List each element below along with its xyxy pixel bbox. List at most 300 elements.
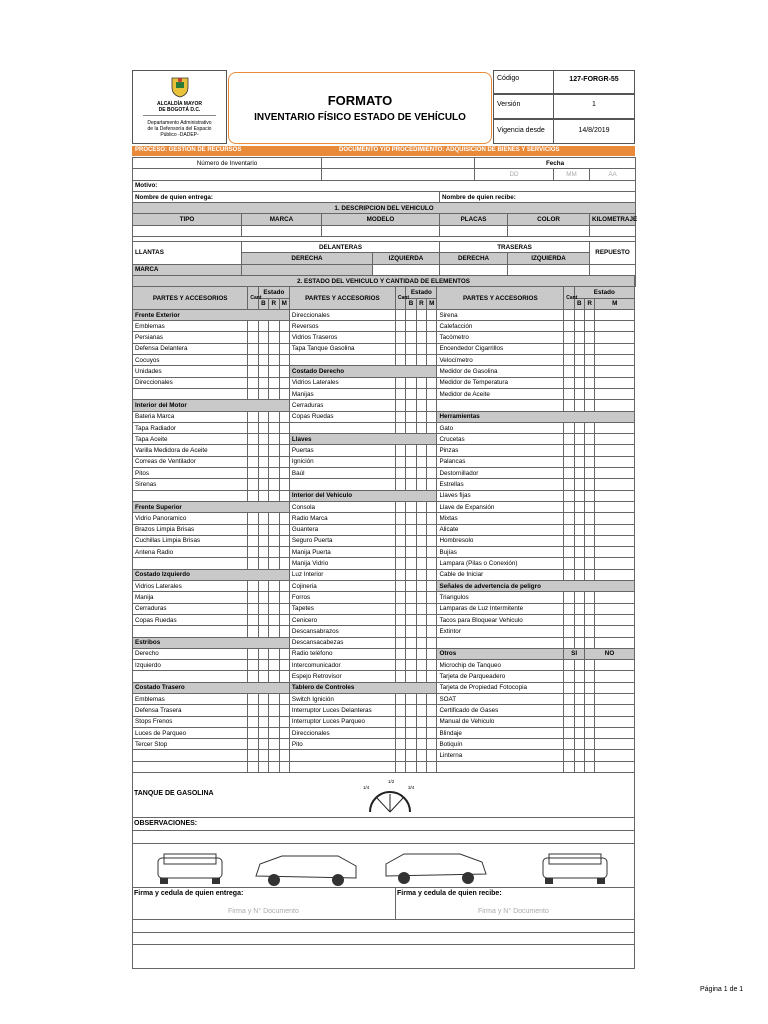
b-cell[interactable] bbox=[574, 547, 584, 558]
r-cell[interactable] bbox=[416, 739, 426, 750]
m-cell[interactable] bbox=[279, 716, 289, 727]
placas-value[interactable] bbox=[440, 225, 508, 236]
r-cell[interactable] bbox=[585, 355, 595, 366]
b-cell[interactable] bbox=[574, 309, 584, 320]
cant-cell[interactable] bbox=[395, 671, 405, 682]
r-cell[interactable] bbox=[585, 332, 595, 343]
r-cell[interactable] bbox=[585, 535, 595, 546]
r-cell[interactable] bbox=[585, 388, 595, 399]
cant-cell[interactable] bbox=[564, 332, 574, 343]
b-cell[interactable] bbox=[574, 468, 584, 479]
r-cell[interactable] bbox=[585, 603, 595, 614]
fecha-dd[interactable]: DD bbox=[475, 169, 554, 180]
m-cell[interactable] bbox=[427, 388, 437, 399]
m-cell[interactable] bbox=[595, 388, 635, 399]
m-cell[interactable] bbox=[279, 479, 289, 490]
r-cell[interactable] bbox=[269, 750, 279, 761]
m-cell[interactable] bbox=[279, 614, 289, 625]
b-cell[interactable] bbox=[406, 513, 416, 524]
m-cell[interactable] bbox=[595, 547, 635, 558]
m-cell[interactable] bbox=[595, 321, 635, 332]
b-cell[interactable] bbox=[258, 332, 268, 343]
b-cell[interactable] bbox=[574, 501, 584, 512]
m-cell[interactable] bbox=[279, 727, 289, 738]
b-cell[interactable] bbox=[574, 739, 584, 750]
cant-cell[interactable] bbox=[248, 422, 258, 433]
b-cell[interactable] bbox=[574, 660, 584, 671]
cant-cell[interactable] bbox=[395, 614, 405, 625]
cant-cell[interactable] bbox=[564, 705, 574, 716]
cant-cell[interactable] bbox=[564, 434, 574, 445]
m-cell[interactable] bbox=[427, 648, 437, 659]
m-cell[interactable] bbox=[279, 513, 289, 524]
r-cell[interactable] bbox=[585, 422, 595, 433]
cant-cell[interactable] bbox=[564, 490, 574, 501]
cant-cell[interactable] bbox=[395, 501, 405, 512]
cant-cell[interactable] bbox=[564, 671, 574, 682]
cant-cell[interactable] bbox=[395, 343, 405, 354]
b-cell[interactable] bbox=[258, 693, 268, 704]
cant-cell[interactable] bbox=[564, 524, 574, 535]
m-cell[interactable] bbox=[595, 660, 635, 671]
b-cell[interactable] bbox=[574, 727, 584, 738]
r-cell[interactable] bbox=[416, 422, 426, 433]
m-cell[interactable] bbox=[427, 411, 437, 422]
r-cell[interactable] bbox=[585, 614, 595, 625]
b-cell[interactable] bbox=[258, 603, 268, 614]
cant-cell[interactable] bbox=[248, 648, 258, 659]
cant-cell[interactable] bbox=[248, 388, 258, 399]
m-cell[interactable] bbox=[595, 569, 635, 580]
m-cell[interactable] bbox=[427, 332, 437, 343]
r-cell[interactable] bbox=[416, 614, 426, 625]
cant-cell[interactable] bbox=[395, 547, 405, 558]
cant-cell[interactable] bbox=[248, 479, 258, 490]
b-cell[interactable] bbox=[574, 366, 584, 377]
b-cell[interactable] bbox=[406, 400, 416, 411]
cant-cell[interactable] bbox=[564, 569, 574, 580]
r-cell[interactable] bbox=[416, 693, 426, 704]
cant-cell[interactable] bbox=[395, 727, 405, 738]
m-cell[interactable] bbox=[279, 592, 289, 603]
b-cell[interactable] bbox=[258, 547, 268, 558]
cant-cell[interactable] bbox=[564, 479, 574, 490]
cant-cell[interactable] bbox=[395, 332, 405, 343]
r-cell[interactable] bbox=[416, 637, 426, 648]
b-cell[interactable] bbox=[406, 377, 416, 388]
r-cell[interactable] bbox=[585, 637, 595, 648]
b-cell[interactable] bbox=[258, 388, 268, 399]
r-cell[interactable] bbox=[585, 434, 595, 445]
m-cell[interactable] bbox=[427, 456, 437, 467]
r-cell[interactable] bbox=[269, 716, 279, 727]
m-cell[interactable] bbox=[279, 648, 289, 659]
cant-cell[interactable] bbox=[248, 355, 258, 366]
m-cell[interactable] bbox=[595, 682, 635, 693]
r-cell[interactable] bbox=[585, 479, 595, 490]
m-cell[interactable] bbox=[427, 309, 437, 320]
m-cell[interactable] bbox=[595, 501, 635, 512]
cant-cell[interactable] bbox=[395, 581, 405, 592]
cant-cell[interactable] bbox=[248, 761, 258, 772]
cant-cell[interactable] bbox=[395, 750, 405, 761]
cant-cell[interactable] bbox=[564, 637, 574, 648]
m-cell[interactable] bbox=[427, 761, 437, 772]
m-cell[interactable] bbox=[427, 727, 437, 738]
m-cell[interactable] bbox=[279, 366, 289, 377]
r-cell[interactable] bbox=[585, 592, 595, 603]
cant-cell[interactable] bbox=[564, 716, 574, 727]
cant-cell[interactable] bbox=[248, 490, 258, 501]
m-cell[interactable] bbox=[427, 501, 437, 512]
cant-cell[interactable] bbox=[395, 321, 405, 332]
cant-cell[interactable] bbox=[248, 614, 258, 625]
m-cell[interactable] bbox=[595, 434, 635, 445]
m-cell[interactable] bbox=[595, 456, 635, 467]
b-cell[interactable] bbox=[574, 321, 584, 332]
b-cell[interactable] bbox=[406, 558, 416, 569]
tipo-value[interactable] bbox=[133, 225, 242, 236]
m-cell[interactable] bbox=[427, 343, 437, 354]
b-cell[interactable] bbox=[258, 343, 268, 354]
m-cell[interactable] bbox=[279, 739, 289, 750]
b-cell[interactable] bbox=[574, 332, 584, 343]
cant-cell[interactable] bbox=[564, 660, 574, 671]
r-cell[interactable] bbox=[416, 400, 426, 411]
r-cell[interactable] bbox=[269, 513, 279, 524]
cant-cell[interactable] bbox=[248, 592, 258, 603]
b-cell[interactable] bbox=[258, 422, 268, 433]
b-cell[interactable] bbox=[258, 739, 268, 750]
m-cell[interactable] bbox=[279, 705, 289, 716]
recibe-name-field[interactable]: Nombre de quien recibe: bbox=[440, 191, 636, 202]
b-cell[interactable] bbox=[406, 614, 416, 625]
m-cell[interactable] bbox=[427, 614, 437, 625]
m-cell[interactable] bbox=[427, 355, 437, 366]
m-cell[interactable] bbox=[427, 693, 437, 704]
b-cell[interactable] bbox=[258, 490, 268, 501]
cant-cell[interactable] bbox=[564, 682, 574, 693]
r-cell[interactable] bbox=[585, 547, 595, 558]
r-cell[interactable] bbox=[585, 468, 595, 479]
marca-value[interactable] bbox=[242, 225, 322, 236]
b-cell[interactable] bbox=[574, 569, 584, 580]
b-cell[interactable] bbox=[258, 366, 268, 377]
cant-cell[interactable] bbox=[248, 366, 258, 377]
b-cell[interactable] bbox=[258, 479, 268, 490]
b-cell[interactable] bbox=[574, 682, 584, 693]
b-cell[interactable] bbox=[406, 479, 416, 490]
motivo-field[interactable]: Motivo: bbox=[133, 180, 636, 191]
cant-cell[interactable] bbox=[248, 727, 258, 738]
r-cell[interactable] bbox=[269, 524, 279, 535]
r-cell[interactable] bbox=[585, 569, 595, 580]
r-cell[interactable] bbox=[585, 513, 595, 524]
m-cell[interactable] bbox=[595, 400, 635, 411]
m-cell[interactable] bbox=[279, 468, 289, 479]
b-cell[interactable] bbox=[258, 468, 268, 479]
r-cell[interactable] bbox=[416, 626, 426, 637]
b-cell[interactable] bbox=[574, 377, 584, 388]
m-cell[interactable] bbox=[595, 626, 635, 637]
r-cell[interactable] bbox=[269, 377, 279, 388]
cant-cell[interactable] bbox=[564, 592, 574, 603]
m-cell[interactable] bbox=[427, 592, 437, 603]
m-cell[interactable] bbox=[595, 693, 635, 704]
m-cell[interactable] bbox=[427, 513, 437, 524]
r-cell[interactable] bbox=[416, 479, 426, 490]
b-cell[interactable] bbox=[258, 377, 268, 388]
m-cell[interactable] bbox=[427, 377, 437, 388]
m-cell[interactable] bbox=[279, 377, 289, 388]
cant-cell[interactable] bbox=[564, 366, 574, 377]
modelo-value[interactable] bbox=[322, 225, 440, 236]
r-cell[interactable] bbox=[416, 355, 426, 366]
b-cell[interactable] bbox=[574, 716, 584, 727]
cant-cell[interactable] bbox=[564, 343, 574, 354]
r-cell[interactable] bbox=[416, 761, 426, 772]
cant-cell[interactable] bbox=[395, 388, 405, 399]
m-cell[interactable] bbox=[595, 490, 635, 501]
b-cell[interactable] bbox=[574, 343, 584, 354]
b-cell[interactable] bbox=[258, 558, 268, 569]
b-cell[interactable] bbox=[574, 558, 584, 569]
cant-cell[interactable] bbox=[248, 321, 258, 332]
m-cell[interactable] bbox=[279, 671, 289, 682]
r-cell[interactable] bbox=[416, 332, 426, 343]
b-cell[interactable] bbox=[574, 445, 584, 456]
b-cell[interactable] bbox=[406, 343, 416, 354]
r-cell[interactable] bbox=[585, 705, 595, 716]
r-cell[interactable] bbox=[416, 547, 426, 558]
b-cell[interactable] bbox=[406, 569, 416, 580]
cant-cell[interactable] bbox=[564, 558, 574, 569]
cant-cell[interactable] bbox=[395, 761, 405, 772]
m-cell[interactable] bbox=[595, 468, 635, 479]
cant-cell[interactable] bbox=[395, 626, 405, 637]
r-cell[interactable] bbox=[585, 739, 595, 750]
m-cell[interactable] bbox=[279, 603, 289, 614]
cant-cell[interactable] bbox=[248, 603, 258, 614]
r-cell[interactable] bbox=[416, 581, 426, 592]
cant-cell[interactable] bbox=[564, 626, 574, 637]
cant-cell[interactable] bbox=[248, 445, 258, 456]
b-cell[interactable] bbox=[258, 355, 268, 366]
cant-cell[interactable] bbox=[395, 660, 405, 671]
cant-cell[interactable] bbox=[395, 456, 405, 467]
m-cell[interactable] bbox=[279, 422, 289, 433]
cant-cell[interactable] bbox=[248, 660, 258, 671]
cant-cell[interactable] bbox=[395, 524, 405, 535]
r-cell[interactable] bbox=[585, 671, 595, 682]
cant-cell[interactable] bbox=[564, 603, 574, 614]
cant-cell[interactable] bbox=[564, 445, 574, 456]
b-cell[interactable] bbox=[258, 411, 268, 422]
b-cell[interactable] bbox=[574, 434, 584, 445]
b-cell[interactable] bbox=[406, 309, 416, 320]
firma-entrega-field[interactable]: Firma y N° Documento bbox=[228, 908, 299, 915]
b-cell[interactable] bbox=[574, 592, 584, 603]
cant-cell[interactable] bbox=[248, 739, 258, 750]
cant-cell[interactable] bbox=[248, 547, 258, 558]
cant-cell[interactable] bbox=[248, 558, 258, 569]
m-cell[interactable] bbox=[595, 761, 635, 772]
r-cell[interactable] bbox=[416, 411, 426, 422]
b-cell[interactable] bbox=[406, 637, 416, 648]
m-cell[interactable] bbox=[595, 750, 635, 761]
m-cell[interactable] bbox=[427, 750, 437, 761]
m-cell[interactable] bbox=[595, 377, 635, 388]
m-cell[interactable] bbox=[427, 468, 437, 479]
b-cell[interactable] bbox=[574, 479, 584, 490]
m-cell[interactable] bbox=[427, 445, 437, 456]
m-cell[interactable] bbox=[427, 705, 437, 716]
b-cell[interactable] bbox=[406, 547, 416, 558]
cant-cell[interactable] bbox=[248, 581, 258, 592]
m-cell[interactable] bbox=[595, 739, 635, 750]
b-cell[interactable] bbox=[258, 727, 268, 738]
m-cell[interactable] bbox=[427, 716, 437, 727]
b-cell[interactable] bbox=[406, 388, 416, 399]
r-cell[interactable] bbox=[585, 321, 595, 332]
m-cell[interactable] bbox=[279, 660, 289, 671]
m-cell[interactable] bbox=[279, 411, 289, 422]
m-cell[interactable] bbox=[595, 524, 635, 535]
cant-cell[interactable] bbox=[564, 693, 574, 704]
b-cell[interactable] bbox=[406, 456, 416, 467]
cant-cell[interactable] bbox=[564, 501, 574, 512]
b-cell[interactable] bbox=[258, 626, 268, 637]
r-cell[interactable] bbox=[416, 603, 426, 614]
cant-cell[interactable] bbox=[395, 558, 405, 569]
b-cell[interactable] bbox=[258, 456, 268, 467]
b-cell[interactable] bbox=[258, 581, 268, 592]
r-cell[interactable] bbox=[416, 343, 426, 354]
b-cell[interactable] bbox=[406, 716, 416, 727]
b-cell[interactable] bbox=[574, 355, 584, 366]
r-cell[interactable] bbox=[269, 535, 279, 546]
m-cell[interactable] bbox=[595, 727, 635, 738]
cant-cell[interactable] bbox=[248, 468, 258, 479]
cant-cell[interactable] bbox=[248, 434, 258, 445]
cant-cell[interactable] bbox=[564, 388, 574, 399]
r-cell[interactable] bbox=[269, 592, 279, 603]
cant-cell[interactable] bbox=[248, 332, 258, 343]
fecha-aa[interactable]: AA bbox=[590, 169, 636, 180]
b-cell[interactable] bbox=[406, 750, 416, 761]
r-cell[interactable] bbox=[585, 377, 595, 388]
m-cell[interactable] bbox=[279, 343, 289, 354]
b-cell[interactable] bbox=[574, 456, 584, 467]
r-cell[interactable] bbox=[269, 321, 279, 332]
b-cell[interactable] bbox=[574, 490, 584, 501]
r-cell[interactable] bbox=[585, 750, 595, 761]
m-cell[interactable] bbox=[427, 637, 437, 648]
r-cell[interactable] bbox=[269, 648, 279, 659]
b-cell[interactable] bbox=[258, 660, 268, 671]
m-cell[interactable] bbox=[427, 569, 437, 580]
r-cell[interactable] bbox=[416, 660, 426, 671]
b-cell[interactable] bbox=[574, 637, 584, 648]
r-cell[interactable] bbox=[269, 490, 279, 501]
m-cell[interactable] bbox=[279, 490, 289, 501]
cant-cell[interactable] bbox=[395, 535, 405, 546]
cant-cell[interactable] bbox=[395, 422, 405, 433]
m-cell[interactable] bbox=[595, 603, 635, 614]
m-cell[interactable] bbox=[427, 739, 437, 750]
r-cell[interactable] bbox=[585, 626, 595, 637]
cant-cell[interactable] bbox=[248, 513, 258, 524]
m-cell[interactable] bbox=[595, 592, 635, 603]
r-cell[interactable] bbox=[585, 727, 595, 738]
cant-cell[interactable] bbox=[395, 468, 405, 479]
b-cell[interactable] bbox=[258, 592, 268, 603]
cant-cell[interactable] bbox=[395, 648, 405, 659]
r-cell[interactable] bbox=[269, 614, 279, 625]
r-cell[interactable] bbox=[269, 671, 279, 682]
r-cell[interactable] bbox=[269, 479, 279, 490]
r-cell[interactable] bbox=[416, 569, 426, 580]
numero-inventario-field[interactable] bbox=[322, 158, 475, 169]
r-cell[interactable] bbox=[269, 366, 279, 377]
m-cell[interactable] bbox=[427, 535, 437, 546]
cant-cell[interactable] bbox=[564, 535, 574, 546]
b-cell[interactable] bbox=[258, 321, 268, 332]
m-cell[interactable] bbox=[427, 603, 437, 614]
b-cell[interactable] bbox=[258, 614, 268, 625]
cant-cell[interactable] bbox=[564, 321, 574, 332]
b-cell[interactable] bbox=[258, 434, 268, 445]
b-cell[interactable] bbox=[258, 671, 268, 682]
b-cell[interactable] bbox=[406, 581, 416, 592]
r-cell[interactable] bbox=[269, 332, 279, 343]
b-cell[interactable] bbox=[406, 761, 416, 772]
cant-cell[interactable] bbox=[395, 445, 405, 456]
r-cell[interactable] bbox=[416, 592, 426, 603]
b-cell[interactable] bbox=[406, 355, 416, 366]
r-cell[interactable] bbox=[269, 434, 279, 445]
m-cell[interactable] bbox=[279, 355, 289, 366]
r-cell[interactable] bbox=[416, 727, 426, 738]
b-cell[interactable] bbox=[258, 705, 268, 716]
m-cell[interactable] bbox=[427, 671, 437, 682]
r-cell[interactable] bbox=[585, 490, 595, 501]
cant-cell[interactable] bbox=[395, 592, 405, 603]
r-cell[interactable] bbox=[416, 321, 426, 332]
m-cell[interactable] bbox=[279, 558, 289, 569]
m-cell[interactable] bbox=[279, 761, 289, 772]
m-cell[interactable] bbox=[279, 434, 289, 445]
b-cell[interactable] bbox=[406, 535, 416, 546]
m-cell[interactable] bbox=[595, 705, 635, 716]
m-cell[interactable] bbox=[595, 422, 635, 433]
r-cell[interactable] bbox=[416, 558, 426, 569]
b-cell[interactable] bbox=[406, 592, 416, 603]
r-cell[interactable] bbox=[416, 750, 426, 761]
r-cell[interactable] bbox=[269, 660, 279, 671]
cant-cell[interactable] bbox=[564, 727, 574, 738]
m-cell[interactable] bbox=[279, 321, 289, 332]
r-cell[interactable] bbox=[416, 648, 426, 659]
b-cell[interactable] bbox=[406, 660, 416, 671]
m-cell[interactable] bbox=[279, 535, 289, 546]
kilometraje-value[interactable] bbox=[590, 225, 636, 236]
cant-cell[interactable] bbox=[395, 377, 405, 388]
cant-cell[interactable] bbox=[564, 761, 574, 772]
m-cell[interactable] bbox=[427, 524, 437, 535]
cant-cell[interactable] bbox=[395, 309, 405, 320]
r-cell[interactable] bbox=[269, 411, 279, 422]
